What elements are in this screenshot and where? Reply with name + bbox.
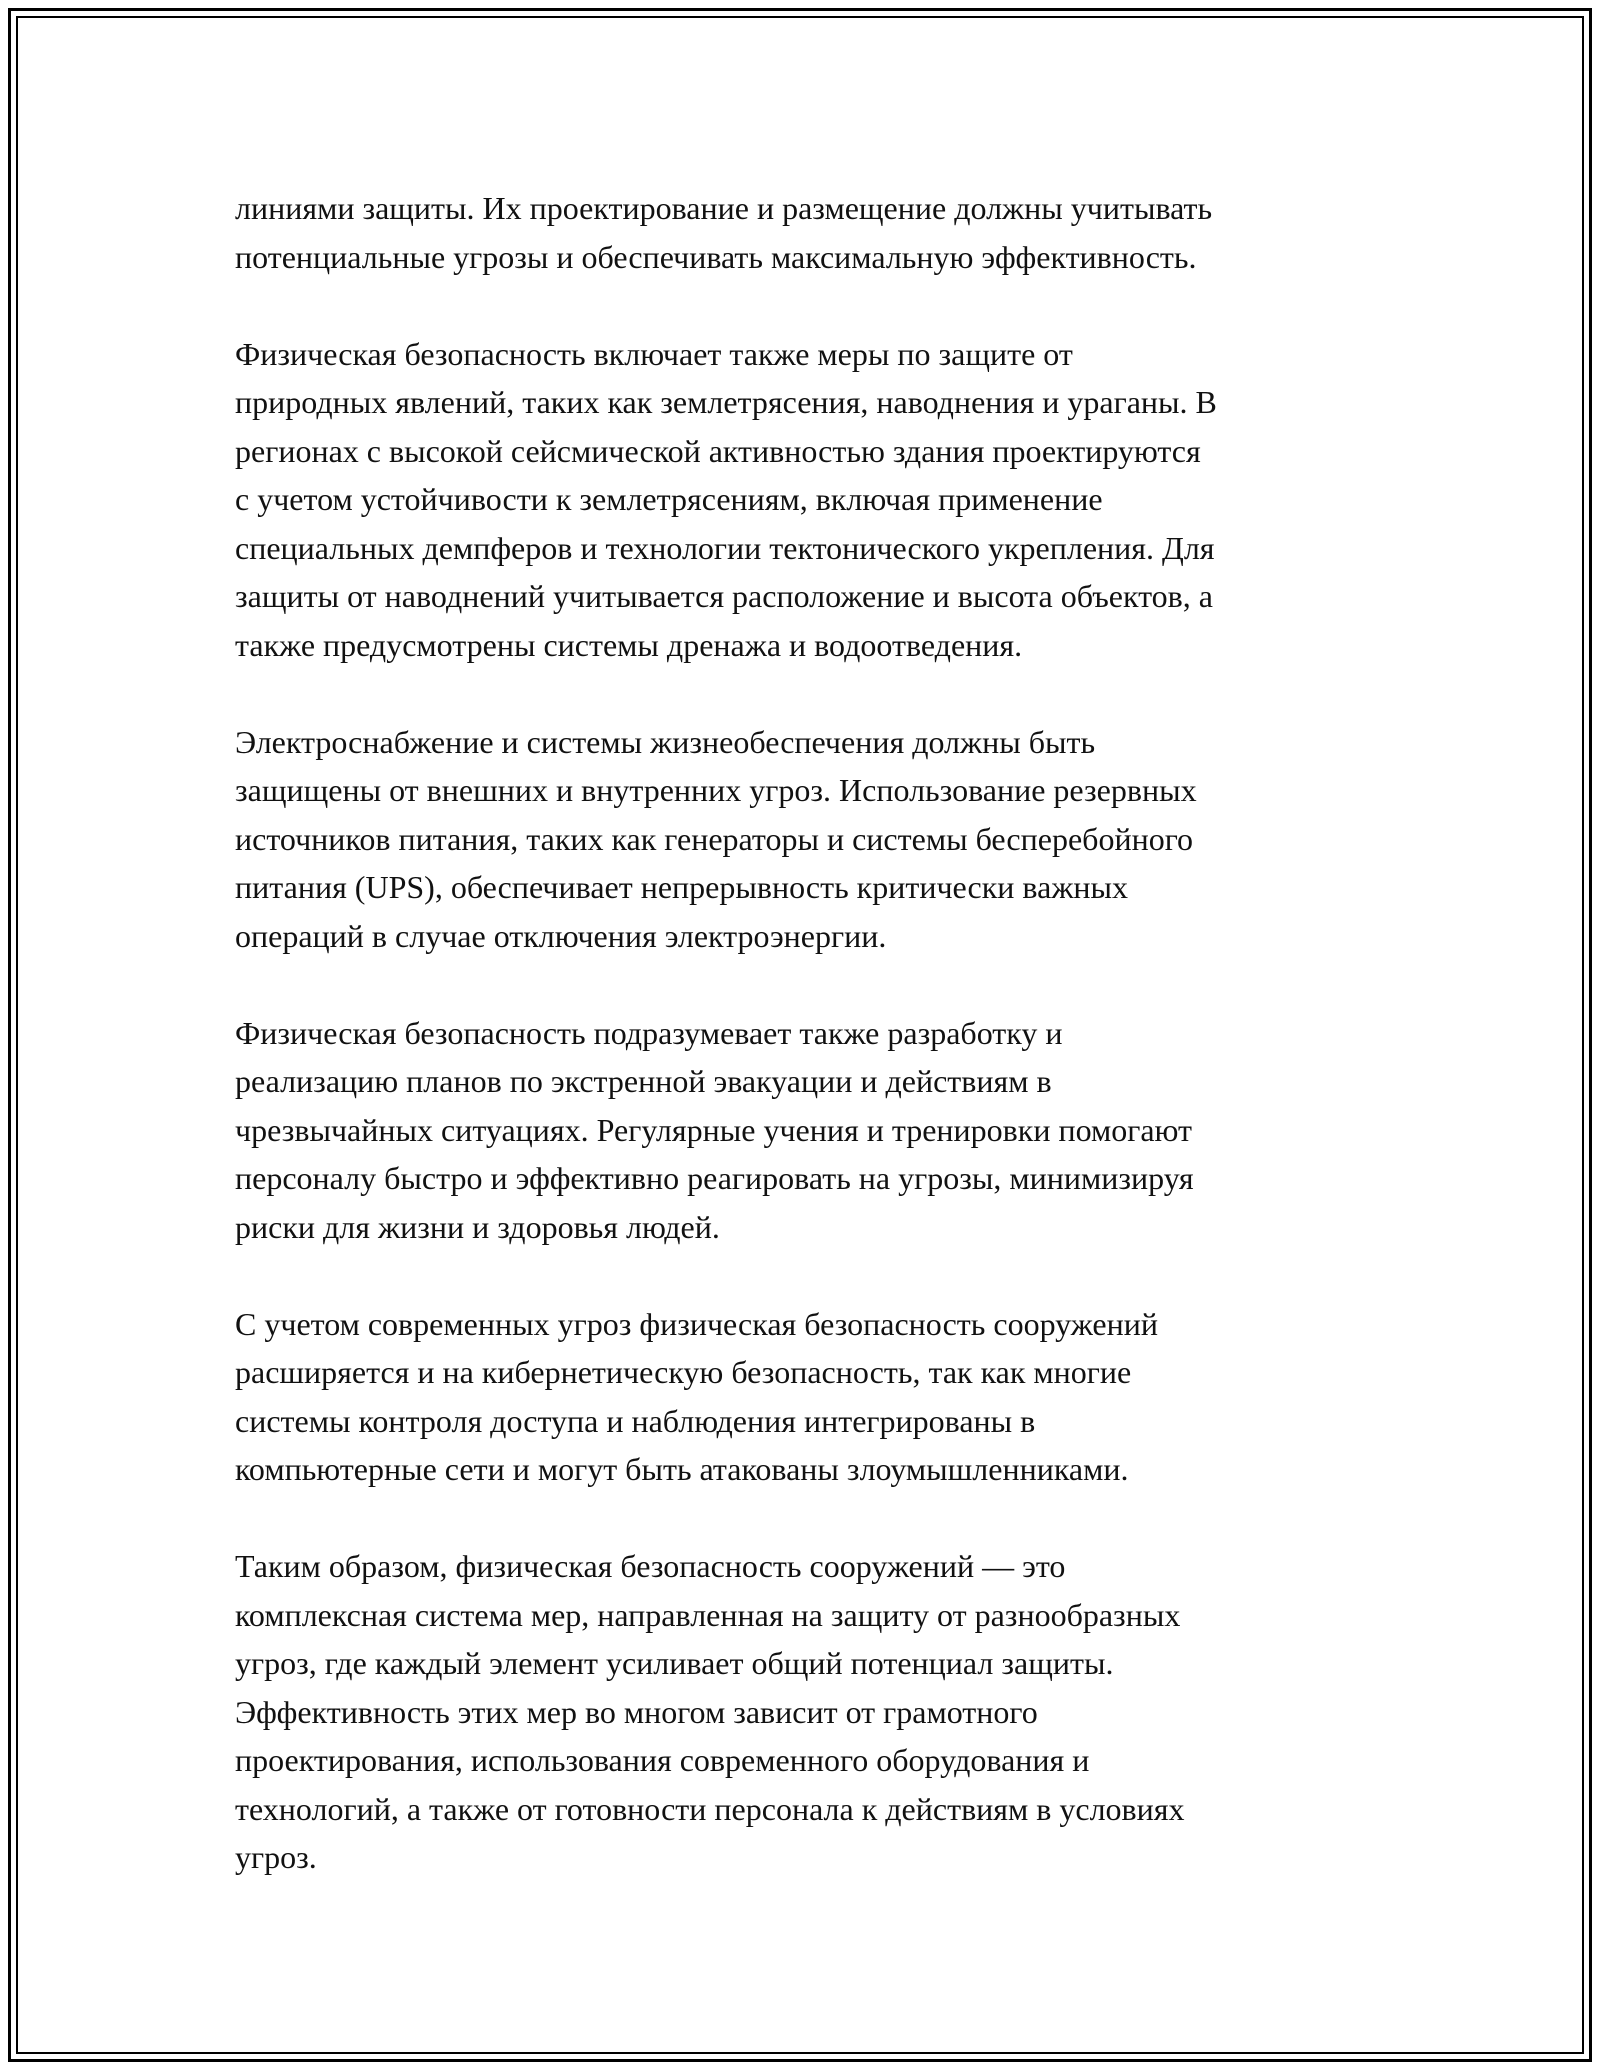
- text-line: также предусмотрены системы дренажа и водоотведения.: [235, 626, 1023, 663]
- text-line: Физическая безопасность подразумевает также разработку и: [235, 1014, 1063, 1051]
- text-line: потенциальные угрозы и обеспечивать максимальную эффективность.: [235, 238, 1197, 275]
- text-line: линиями защиты. Их проектирование и размещение должны учитывать: [235, 190, 1213, 226]
- text-line: с учетом устойчивости к землетрясениям, включая применение: [235, 481, 1103, 517]
- text-line: Физическая безопасность включает также меры по защите от: [235, 335, 1073, 372]
- text-line: Электроснабжение и системы жизнеобеспечения должны быть: [235, 723, 1096, 760]
- text-line: угроз, где каждый элемент усиливает общий потенциал защиты.: [235, 1645, 1114, 1681]
- text-line: С учетом современных угроз физическая безопасность сооружений: [235, 1305, 1158, 1342]
- paragraph-6: [235, 1542, 1375, 1882]
- text-line: технологий, а также от готовности персонала к действиям в условиях: [235, 1790, 1185, 1827]
- text-line: специальных демпферов и технологии тектонического укрепления. Для: [235, 529, 1215, 566]
- text-line: регионах с высокой сейсмической активностью здания проектируются: [235, 432, 1201, 469]
- text-line: защищены от внешних и внутренних угроз. Использование резервных: [235, 772, 1197, 808]
- text-line: операций в случае отключения электроэнергии.: [235, 917, 887, 954]
- text-line: природных явлений, таких как землетрясения, наводнения и ураганы. В: [235, 384, 1217, 420]
- paragraph-3: [235, 718, 1375, 961]
- text-line: реализацию планов по экстренной эвакуации и действиям в: [235, 1063, 1052, 1099]
- text-line: чрезвычайных ситуациях. Регулярные учения и тренировки помогают: [235, 1111, 1192, 1148]
- text-line: риски для жизни и здоровья людей.: [235, 1208, 720, 1245]
- text-line: Таким образом, физическая безопасность сооружений — это: [235, 1548, 1066, 1584]
- text-line: питания (UPS), обеспечивает непрерывность критически важных: [235, 869, 1129, 905]
- paragraph-1: [235, 184, 1375, 281]
- text-line: расширяется и на кибернетическую безопасность, так как многие: [235, 1354, 1132, 1390]
- text-line: защиты от наводнений учитывается расположение и высота объектов, а: [235, 578, 1213, 614]
- paragraph-5: [235, 1300, 1375, 1494]
- text-line: угроз.: [235, 1839, 317, 1875]
- text-line: источников питания, таких как генераторы и системы бесперебойного: [235, 820, 1194, 857]
- text-line: проектирования, использования современного оборудования и: [235, 1742, 1090, 1778]
- text-line: комплексная система мер, направленная на защиту от разнообразных: [235, 1596, 1181, 1633]
- text-line: компьютерные сети и могут быть атакованы злоумышленниками.: [235, 1451, 1129, 1487]
- text-line: персоналу быстро и эффективно реагировать на угрозы, минимизируя: [235, 1160, 1194, 1196]
- document-body: [235, 184, 1375, 1930]
- text-line: системы контроля доступа и наблюдения интегрированы в: [235, 1402, 1036, 1439]
- paragraph-2: [235, 330, 1375, 670]
- text-line: Эффективность этих мер во многом зависит от грамотного: [235, 1693, 1038, 1730]
- paragraph-4: [235, 1009, 1375, 1252]
